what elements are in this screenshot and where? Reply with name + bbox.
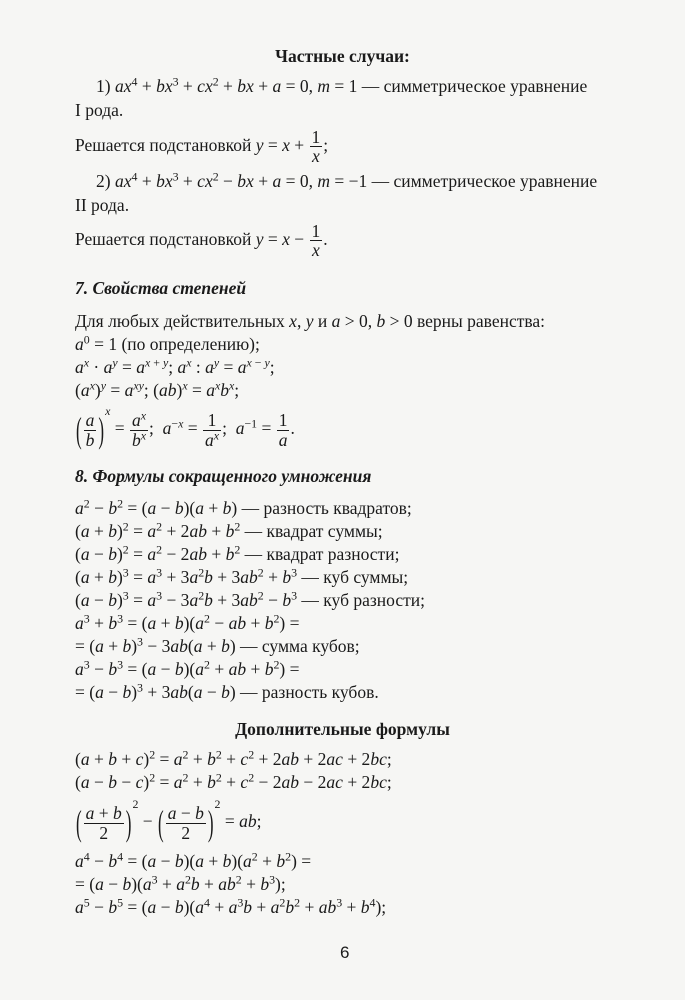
formula-cube-sum: $(a + b)^3 = a^3 + 3a^2b + 3ab^2 + b^3$ — куб суммы; xyxy=(75,565,409,587)
formula-sum-cubes-cont: = $(a + b)^3 - 3ab(a + b)$ — сумма кубов; xyxy=(75,634,360,656)
case2-substitution: Решается подстановкой y = x − $\frac{1}{x}$ . xyxy=(75,221,328,261)
fraction-powers-formula: ( $\frac{a}{b}$ )$^x$ = $\frac{a^x}{b^x}$ ; $a^{-x}$ = $\frac{1}{a^x}$ ; $a^{-1}$ = $\frac{1}{a}$ . xyxy=(76,404,295,450)
powers-intro-text: Для любых действительных xyxy=(75,311,285,331)
fraction-1-over-x: $\frac{1}{x}$ xyxy=(311,221,321,261)
case1-equation: 1) $ax^4 + bx^3 + cx^2$ + bx + a = 0, m = 1 — симметрическое уравнение xyxy=(96,74,588,96)
formula-trinomial-sum-square: $(a + b + c)^2 = a^2 + b^2 + c^2 + 2ab + 2ac + 2bc$; xyxy=(75,747,392,769)
case2-continuation: II рода. xyxy=(75,195,130,215)
case1-substitution: Решается подстановкой y = x + $\frac{1}{x}$ ; xyxy=(75,127,329,167)
formula-name: — квадрат суммы; xyxy=(244,521,383,541)
section8-heading: 8. Формулы сокращенного умножения xyxy=(75,466,372,486)
formula-square-diff: $(a - b)^2 = a^2 - 2ab + b^2$ — квадрат разности; xyxy=(75,542,400,564)
formula-diff-cubes: $a^3 - b^3 = (a - b)(a^2$ + ab + $b^2$) = xyxy=(75,657,300,679)
formula-trinomial-diff-square: $(a - b - c)^2 = a^2 + b^2 + c^2 - 2ab - 2ac + 2bc$; xyxy=(75,770,392,792)
case2-subst-text: Решается подстановкой xyxy=(75,228,252,249)
formula-square-sum: $(a + b)^2 = a^2 + 2ab + b^2$ — квадрат суммы; xyxy=(75,519,383,541)
formula-half-squares: ( $\frac{a + b}{2}$ )$^2$ − ( $\frac{a - b}{2}$ )$^2$ = ab; xyxy=(76,797,262,843)
formula-diff-cubes-cont: = $(a - b)^3 + 3ab(a - b)$ — разность кубов. xyxy=(75,680,379,702)
zero-power-formula: $a^0 = 1$ (по определению); xyxy=(75,332,260,354)
formula-name: — куб суммы; xyxy=(301,567,409,587)
case1-continuation: I рода. xyxy=(75,100,124,120)
special-cases-heading: Частные случаи: xyxy=(275,46,410,66)
formula-name: — квадрат разности; xyxy=(244,544,400,564)
definition-note: (по определению); xyxy=(121,334,260,354)
case2-label: — симметрическое уравнение xyxy=(371,171,598,191)
product-quotient-formula: $a^x \cdot a^y = a^{x + y}$; $a^x$ : $a^y = a^{x - y}$; xyxy=(75,355,275,377)
additional-heading: Дополнительные формулы xyxy=(235,719,450,739)
formula-cube-diff: $(a - b)^3 = a^3 - 3a^2b + 3ab^2 - b^3$ — куб разности; xyxy=(75,588,425,610)
formula-diff-fifth: $a^5 - b^5 = (a - b)(a^4 + a^3b + a^2b^2 + ab^3 + b^4)$; xyxy=(75,895,387,917)
formula-name: — сумма кубов; xyxy=(240,636,360,656)
formula-name: — разность квадратов; xyxy=(241,498,412,518)
case1-subst-text: Решается подстановкой xyxy=(75,134,252,155)
powers-intro: Для любых действительных x, y и a > 0, b > 0 верны равенства: xyxy=(75,311,546,331)
power-of-power-formula: $(a^x)^y = a^{xy}$; $(ab)^x = a^xb^x$; xyxy=(75,378,240,400)
formula-diff-fourth: $a^4 - b^4 = (a - b)(a + b)(a^2 + b^2)$ = xyxy=(75,849,312,871)
case1-label: — симметрическое уравнение xyxy=(361,76,588,96)
section7-heading: 7. Свойства степеней xyxy=(75,278,247,298)
powers-intro-tail: верны равенства: xyxy=(416,311,546,331)
page-number: 6 xyxy=(340,943,350,962)
formula-diff-fourth-cont: = $(a - b)(a^3 + a^2b + ab^2 + b^3)$; xyxy=(75,872,286,894)
case2-equation: 2) $ax^4 + bx^3 + cx^2$ − bx + a = 0, m = −1 — симметрическое уравнение xyxy=(96,169,598,191)
formula-name: — куб разности; xyxy=(301,590,425,610)
formula-name: — разность кубов. xyxy=(240,682,379,702)
formula-sum-cubes: $a^3 + b^3 = (a + b)(a^2$ − ab + $b^2$) = xyxy=(75,611,300,633)
fraction-1-over-x: $\frac{1}{x}$ xyxy=(311,127,321,167)
formula-diff-squares: $a^2 - b^2 = (a - b)(a + b)$ — разность квадратов; xyxy=(75,496,412,518)
